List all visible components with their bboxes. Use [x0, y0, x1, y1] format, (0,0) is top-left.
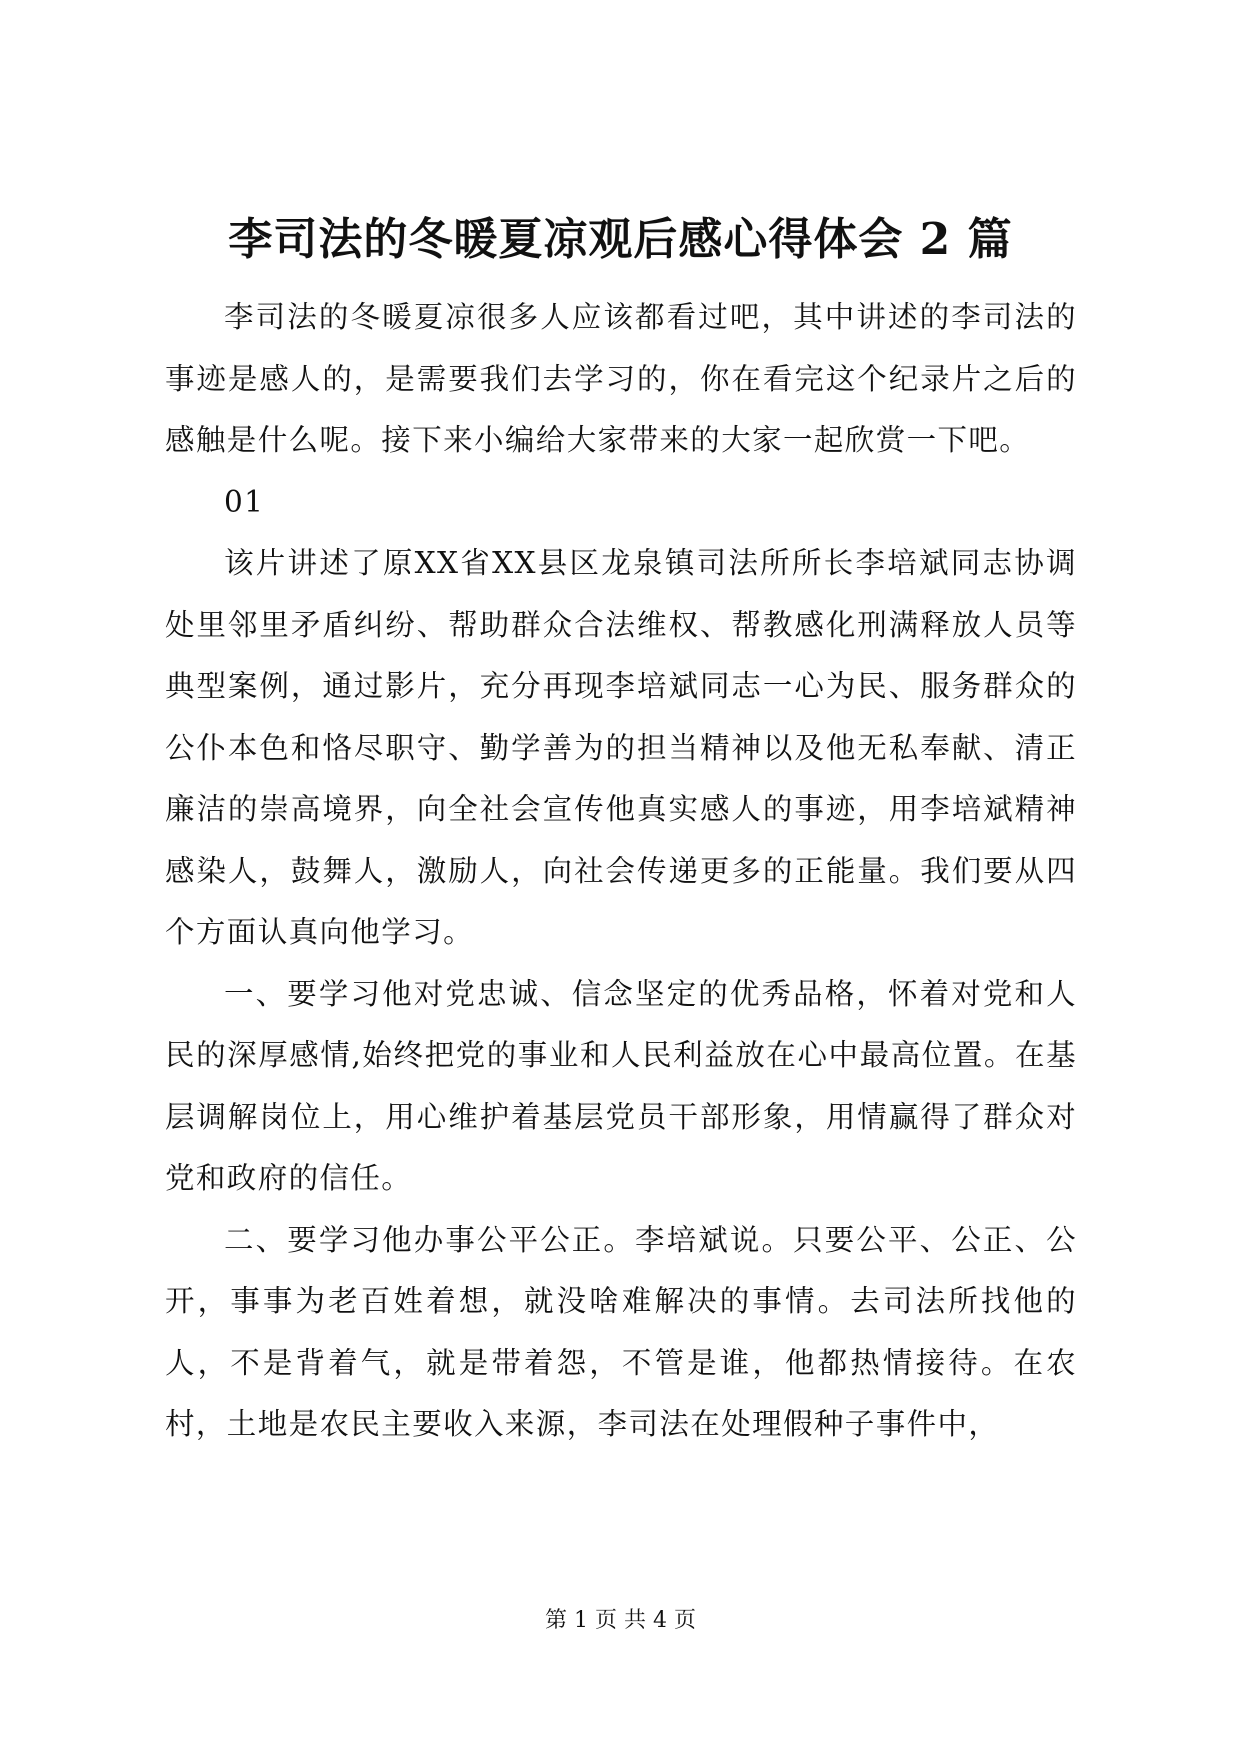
document-title: 李司法的冬暖夏凉观后感心得体会 2 篇	[228, 214, 1013, 265]
paragraph-intro: 李司法的冬暖夏凉很多人应该都看过吧，其中讲述的李司法的事迹是感人的，是需要我们去学习的，你在看完这个纪录片之后的感触是什么呢。接下来小编给大家带来的大家一起欣赏一下吧。	[165, 300, 1077, 457]
paragraph-summary: 该片讲述了原XX省XX县区龙泉镇司法所所长李培斌同志协调处里邻里矛盾纠纷、帮助群众合法维权、帮教感化刑满释放人员等典型案例，通过影片，充分再现李培斌同志一心为民、服务群众的公仆本色和恪尽职守、勤学善为的担当精神以及他无私奉献、清正廉洁的崇高境界，向全社会宣传他真实感人的事迹，用李培斌精神感染人，鼓舞人，激励人，向社会传递更多的正能量。我们要从四个方面认真向他学习。	[165, 546, 1077, 949]
page-footer: 第 1 页 共 4 页	[545, 1608, 696, 1633]
document-body	[165, 287, 1077, 1456]
paragraph-section-number: 01	[224, 484, 265, 519]
paragraph-point-two: 二、要学习他办事公平公正。李培斌说。只要公平、公正、公开，事事为老百姓着想，就没啥难解决的事情。去司法所找他的人，不是背着气，就是带着怨，不管是谁，他都热情接待。在农村，土地是农民主要收入来源，李司法在处理假种子事件中，	[165, 1222, 1077, 1441]
paragraph-point-one: 一、要学习他对党忠诚、信念坚定的优秀品格，怀着对党和人民的深厚感情,始终把党的事业和人民利益放在心中最高位置。在基层调解岗位上，用心维护着基层党员干部形象，用情赢得了群众对党和政府的信任。	[165, 976, 1077, 1195]
